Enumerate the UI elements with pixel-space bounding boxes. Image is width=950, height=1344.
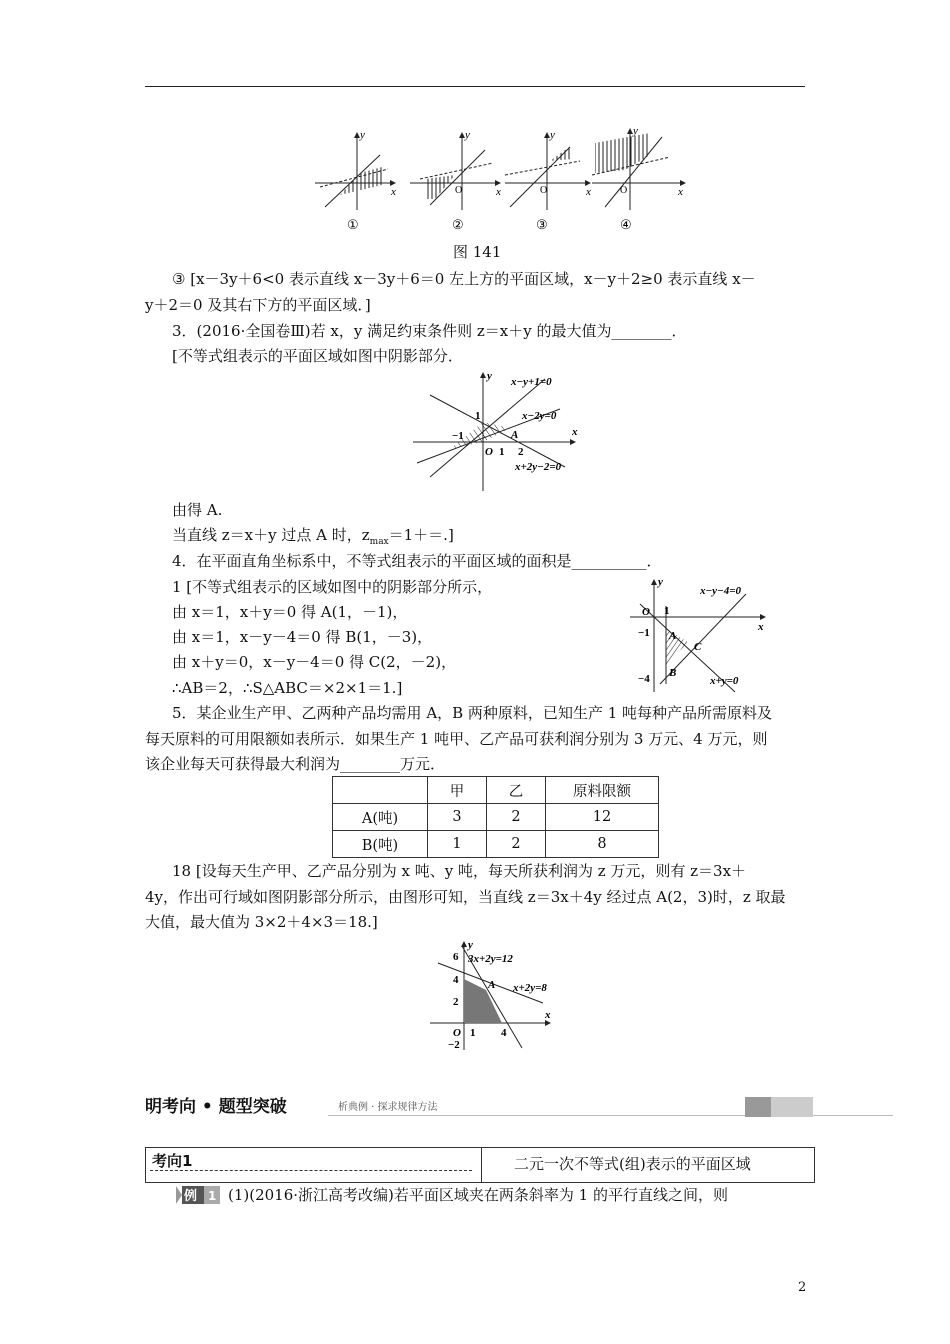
table-cell: 3: [428, 804, 487, 831]
q3-fig-line1-label: x−y+1=0: [511, 376, 552, 388]
q5-fig-point-a: A: [488, 979, 496, 991]
fig141-x-label: x: [496, 186, 501, 198]
fig141-x-label: x: [678, 186, 683, 198]
section-deco-block: [771, 1097, 813, 1117]
q3-solution-line3: [172, 524, 454, 553]
fig141-x-label: x: [586, 186, 591, 198]
table-cell: 2: [487, 831, 546, 858]
fig141-y-label: y: [465, 129, 470, 141]
q4-fig-point-a: A: [669, 630, 677, 642]
q4-fig-origin: O: [642, 606, 650, 618]
q4-solution-line: 由 x＋y＝0，x－y－4＝0 得 C(2，－2)，: [172, 653, 457, 671]
q5-fig-line2-label: x+2y=8: [513, 982, 547, 994]
q5-line: 每天原料的可用限额如表所示．如果生产 1 吨甲、乙产品可获利润分别为 3 万元、4 万元，则: [145, 730, 768, 748]
fig141-y-label: y: [550, 129, 555, 141]
q4-fig-line2-label: x+y=0: [710, 675, 739, 687]
fig141-y-label: y: [360, 129, 365, 141]
example-badge: [176, 1186, 220, 1204]
q4-fig-tick-1: 1: [664, 605, 670, 617]
fig141-panel-label: ④: [620, 217, 632, 232]
q3-fig-point-a: A: [511, 429, 519, 441]
q4-fig-tick-neg1: −1: [638, 627, 650, 639]
q5-fig-tick-x4: 4: [501, 1027, 507, 1039]
q3-fig-tick-neg1: −1: [452, 430, 464, 442]
q5-fig-tick-yneg2: −2: [448, 1039, 460, 1051]
q4-fig-point-c: C: [694, 641, 702, 653]
fig141-panel-3: [505, 129, 591, 232]
fig141-origin: O: [455, 185, 463, 196]
svg-text:O: O: [453, 1027, 461, 1039]
section-bar: [145, 1095, 813, 1119]
fig141-panel-1: [315, 129, 396, 232]
kaoxiang-dash: [150, 1170, 472, 1171]
fig141-panel-label: ①: [347, 217, 359, 232]
q3-fig-tick-1: 1: [475, 410, 481, 422]
kaoxiang-label: 考向1: [152, 1152, 193, 1170]
q5-fig-x: x: [545, 1009, 551, 1021]
table-cell: 8: [546, 831, 659, 858]
table-cell: 乙: [487, 777, 546, 804]
kaoxiang-box: [145, 1147, 815, 1183]
table-row: [333, 831, 659, 858]
table-cell: 原料限额: [546, 777, 659, 804]
table-cell: [333, 777, 428, 804]
q5-solution-line: 大值，最大值为 3×2＋4×3＝18.]: [145, 913, 378, 931]
q3-fig-line2-label: x−2y=0: [522, 410, 557, 422]
q4-question: 4．在平面直角坐标系中，不等式组表示的平面区域的面积是__________．: [172, 552, 662, 570]
q4-fig-point-b: B: [669, 667, 677, 679]
fig141-y-label: y: [633, 125, 638, 137]
q3-fig-tick-x2: 2: [518, 446, 524, 458]
kaoxiang-title: 二元一次不等式(组)表示的平面区域: [514, 1155, 751, 1173]
q4-solution-line: 由 x＝1，x－y－4＝0 得 B(1，－3)，: [172, 628, 433, 646]
example-badge-num: 1: [208, 1189, 217, 1203]
table-cell: 12: [546, 804, 659, 831]
q3-fig-y: y: [487, 370, 492, 382]
fig141-panel-label: ③: [536, 217, 548, 232]
section-subtitle: 析典例 · 探求规律方法: [338, 1102, 438, 1113]
q4-figure: [620, 576, 770, 694]
fig141-origin: O: [540, 185, 548, 196]
table-cell: A(吨): [333, 804, 428, 831]
q3-fig-x: x: [572, 426, 578, 438]
q3-solution-line2: 由得 A.: [172, 501, 223, 519]
q5-fig-line1-label: 3x+2y=12: [468, 953, 513, 965]
q4-fig-x: x: [758, 621, 764, 633]
q3-solution-line3-sub: max: [369, 537, 389, 547]
q3-solution-line3-main: 当直线 z＝x＋y 过点 A 时，z: [172, 526, 370, 544]
example-text: (1)(2016·浙江高考改编)若平面区域夹在两条斜率为 1 的平行直线之间，则: [228, 1186, 728, 1204]
q3-solution-line3-end: ＝1＋＝.]: [388, 526, 454, 544]
header-rule: [145, 86, 805, 87]
q2-answer-line2: y＋2＝0 及其右下方的平面区域．]: [145, 296, 371, 314]
fig141-panel-4: [592, 125, 685, 232]
page-number: 2: [798, 1280, 807, 1295]
q2-answer-line1: ③ [x－3y＋6<0 表示直线 x－3y＋6＝0 左上方的平面区域，x－y＋2≥0 表示直线 x－: [172, 270, 756, 288]
q5-fig-tick-x1: 1: [470, 1027, 476, 1039]
q5-resource-table: [332, 776, 659, 858]
section-deco-block: [745, 1097, 771, 1117]
q5-line: 5．某企业生产甲、乙两种产品均需用 A，B 两种原料，已知生产 1 吨每种产品所需原料及: [172, 704, 773, 722]
q4-solution-line: ∴AB＝2，∴S△ABC＝×2×1＝1.]: [172, 679, 403, 697]
fig141-panel-2: [410, 129, 501, 232]
q4-fig-y: y: [658, 576, 663, 588]
q5-solution-line: 4y，作出可行域如图阴影部分所示，由图形可知，当直线 z＝3x＋4y 经过点 A(2，3)时，z 取最: [145, 888, 786, 906]
table-cell: B(吨): [333, 831, 428, 858]
fig141-origin: O: [620, 185, 628, 196]
q5-figure: [428, 938, 553, 1054]
q3-fig-line3-label: x+2y−2=0: [515, 461, 562, 473]
q3-fig-origin: O: [485, 446, 493, 458]
table-row: [333, 804, 659, 831]
kaoxiang-divider: [481, 1148, 482, 1182]
table-row: [333, 777, 659, 804]
q5-fig-tick-y2: 2: [453, 996, 459, 1008]
fig141-x-label: x: [391, 186, 396, 198]
q5-fig-tick-y4: 4: [453, 974, 459, 986]
fig141-caption: 图 141: [453, 243, 502, 261]
section-title: 明考向 • 题型突破: [145, 1097, 287, 1117]
q3-question: 3．(2016·全国卷Ⅲ)若 x，y 满足约束条件则 z＝x＋y 的最大值为________．: [172, 322, 687, 340]
q5-fig-y: y: [468, 939, 473, 951]
table-cell: 甲: [428, 777, 487, 804]
table-cell: 2: [487, 804, 546, 831]
q4-fig-line1-label: x−y−4=0: [700, 585, 741, 597]
q3-fig-tick-x1: 1: [499, 446, 505, 458]
q5-line: 该企业每天可获得最大利润为________万元．: [145, 755, 446, 773]
q3-figure: [405, 367, 590, 495]
q4-solution-line: 由 x＝1，x＋y＝0 得 A(1，－1)，: [172, 603, 408, 621]
q5-fig-tick-y6: 6: [453, 951, 459, 963]
q4-solution-line: 1 [不等式组表示的区域如图中的阴影部分所示，: [172, 578, 493, 596]
fig141-panel-label: ②: [452, 217, 464, 232]
q3-solution-line1: [不等式组表示的平面区域如图中阴影部分．: [172, 347, 463, 365]
example-badge-text: 例: [184, 1189, 198, 1204]
q4-fig-tick-neg4: −4: [638, 673, 650, 685]
q5-solution-line: 18 [设每天生产甲、乙产品分别为 x 吨、y 吨，每天所获利润为 z 万元，则有 z＝3x＋: [172, 862, 747, 880]
figure-141: [300, 125, 683, 235]
table-cell: 1: [428, 831, 487, 858]
